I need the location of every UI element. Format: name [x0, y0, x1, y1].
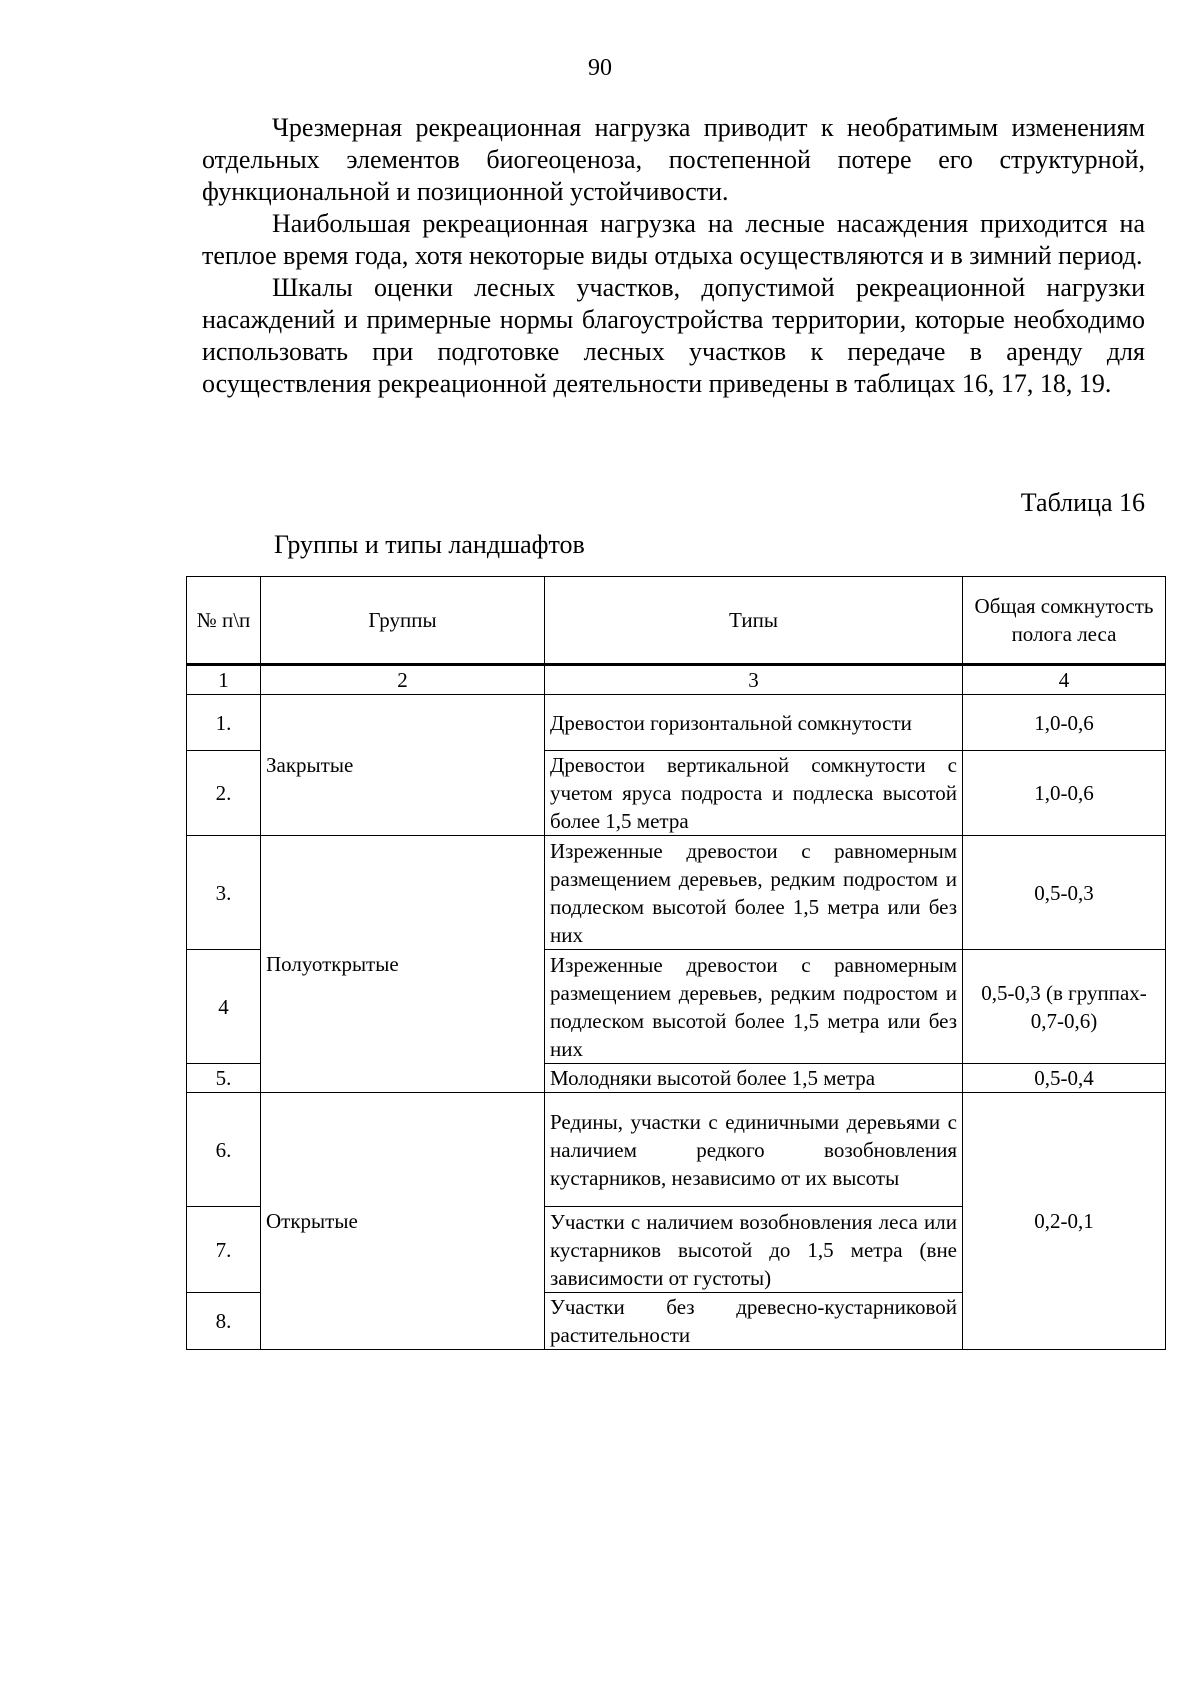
closure-cell: 1,0-0,6: [963, 751, 1166, 836]
landscape-table: [186, 576, 1166, 1350]
type-cell: Древостои вертикальной сомкнутости с учетом яруса подроста и подлеска высотой более 1,5 метра: [545, 751, 963, 836]
row-number: 1.: [187, 695, 261, 751]
closure-cell: 0,5-0,4: [963, 1064, 1166, 1093]
group-cell: Полуоткрытые: [261, 836, 545, 1093]
column-number: 2: [261, 665, 545, 695]
table-caption: Таблица 16: [1020, 488, 1145, 517]
closure-cell: 0,2-0,1: [963, 1093, 1166, 1350]
body-text: [202, 112, 1145, 400]
type-cell: Редины, участки с единичными деревьями с наличием редкого возобновления кустарников, независимо от их высоты: [545, 1093, 963, 1207]
table-title: Группы и типы ландшафтов: [274, 530, 585, 559]
type-cell: Молодняки высотой более 1,5 метра: [545, 1064, 963, 1093]
row-number: 6.: [187, 1093, 261, 1207]
row-number: 7.: [187, 1207, 261, 1293]
table-row: [187, 836, 1166, 950]
closure-cell: 1,0-0,6: [963, 695, 1166, 751]
paragraph: Наибольшая рекреационная нагрузка на лесные насаждения приходится на теплое время года, хотя некоторые виды отдыха осуществляются и в зимний период.: [202, 209, 1145, 270]
paragraph: Шкалы оценки лесных участков, допустимой рекреационной нагрузки насаждений и примерные нормы благоустройства территории, которые необходимо использовать при подготовке лесных участков к передаче в аренду для осуществления рекреационной деятельности приведены в таблицах 16, 17, 18, 19.: [202, 273, 1145, 398]
type-cell: Древостои горизонтальной сомкнутости: [545, 695, 963, 751]
row-number: 4: [187, 950, 261, 1064]
closure-cell: 0,5-0,3: [963, 836, 1166, 950]
type-cell: Изреженные древостои с равномерным размещением деревьев, редким подростом и подлеском высотой более 1,5 метра или без них: [545, 836, 963, 950]
type-cell: Участки с наличием возобновления леса или кустарников высотой до 1,5 метра (вне зависимости от густоты): [545, 1207, 963, 1293]
column-number-row: [187, 665, 1166, 695]
column-number: 4: [963, 665, 1166, 695]
paragraph: Чрезмерная рекреационная нагрузка приводит к необратимым изменениям отдельных элементов биогеоценоза, постепенной потере его структурной, функциональной и позиционной устойчивости.: [202, 113, 1145, 206]
header-groups: Группы: [261, 577, 545, 665]
column-number: 3: [545, 665, 963, 695]
table-row: [187, 1093, 1166, 1207]
table-row: [187, 695, 1166, 751]
row-number: 8.: [187, 1293, 261, 1350]
row-number: 3.: [187, 836, 261, 950]
header-types: Типы: [545, 577, 963, 665]
table-header-row: [187, 577, 1166, 665]
type-cell: Участки без древесно-кустарниковой растительности: [545, 1293, 963, 1350]
column-number: 1: [187, 665, 261, 695]
header-number: № п\п: [187, 577, 261, 665]
group-cell: Открытые: [261, 1093, 545, 1350]
type-cell: Изреженные древостои с равномерным размещением деревьев, редким подростом и подлеском высотой более 1,5 метра или без них: [545, 950, 963, 1064]
row-number: 5.: [187, 1064, 261, 1093]
closure-cell: 0,5-0,3 (в группах- 0,7-0,6): [963, 950, 1166, 1064]
header-closure: Общая сомкнутость полога леса: [963, 577, 1166, 665]
group-cell: Закрытые: [261, 695, 545, 836]
page-number: 90: [588, 55, 612, 81]
row-number: 2.: [187, 751, 261, 836]
